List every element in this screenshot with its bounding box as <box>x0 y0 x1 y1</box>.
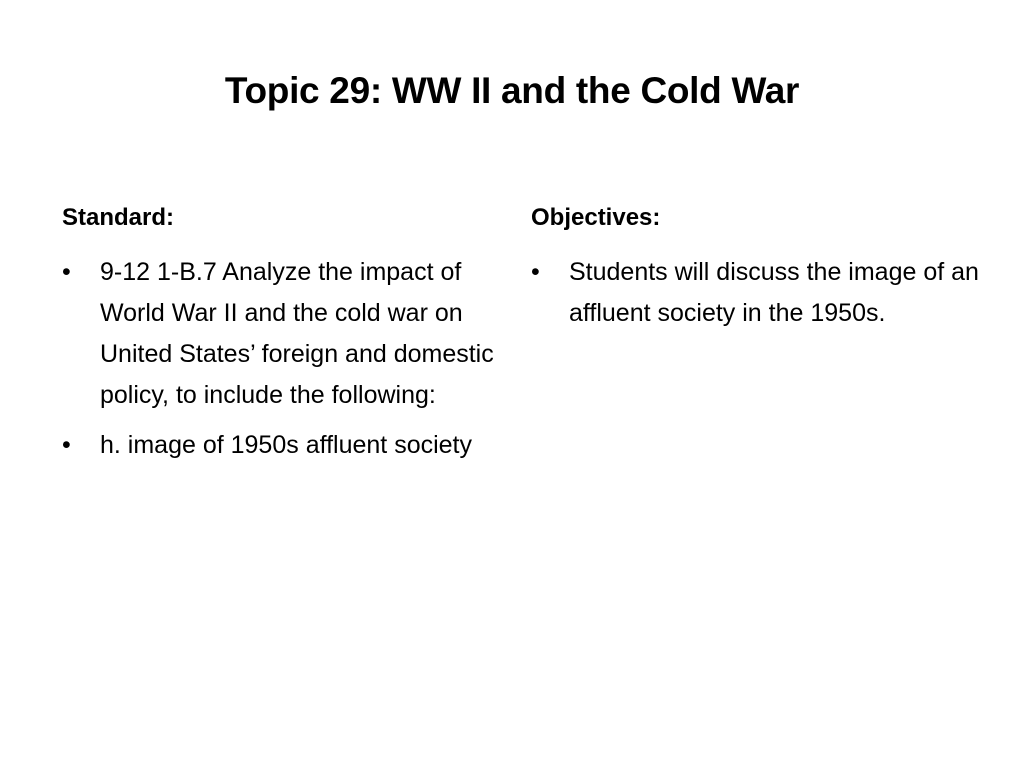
bullet-icon: • <box>62 258 71 286</box>
standard-column <box>62 200 512 475</box>
standard-list <box>62 252 512 466</box>
objectives-column <box>531 200 981 343</box>
slide-title: Topic 29: WW II and the Cold War <box>224 70 800 111</box>
objective-item-text: Students will discuss the image of an affluent society in the 1950s. <box>569 258 979 327</box>
list-item <box>531 252 981 334</box>
objectives-heading: Objectives: <box>531 204 661 231</box>
standard-heading: Standard: <box>62 204 175 231</box>
list-item <box>62 252 512 416</box>
standard-item-text: 9-12 1-B.7 Analyze the impact of World War II and the cold war on United States’ foreign and domestic policy, to include the following: <box>100 258 494 409</box>
bullet-icon: • <box>531 258 540 286</box>
standard-item-text: h. image of 1950s affluent society <box>100 431 472 459</box>
list-item <box>62 425 512 466</box>
objectives-list <box>531 252 981 334</box>
bullet-icon: • <box>62 431 71 459</box>
